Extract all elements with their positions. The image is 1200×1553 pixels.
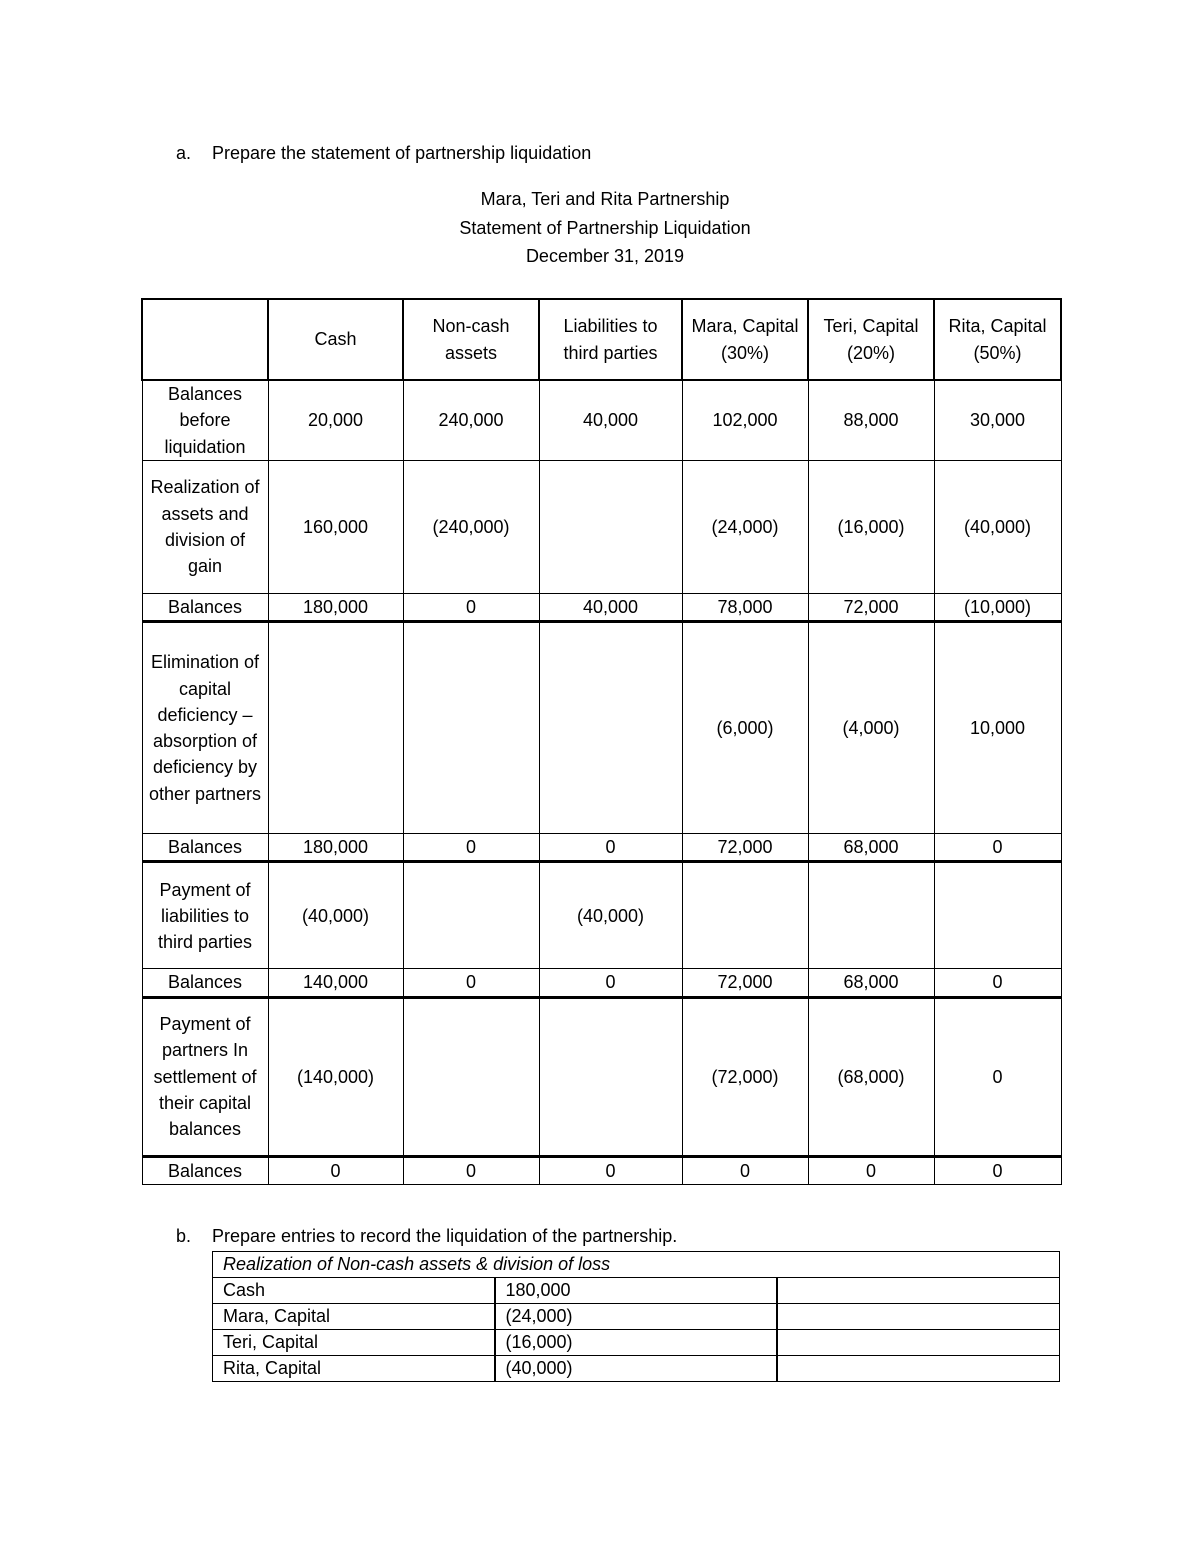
row-label: Balances <box>142 834 268 862</box>
noncash-cell <box>403 622 539 834</box>
noncash-cell <box>403 862 539 969</box>
question-a-marker: a. <box>176 143 192 163</box>
teri-capital-cell: 0 <box>808 1156 934 1184</box>
noncash-cell: (240,000) <box>403 460 539 593</box>
question-a <box>176 143 591 164</box>
cash-cell: 20,000 <box>268 380 403 460</box>
teri-capital-cell: 68,000 <box>808 969 934 997</box>
entry-credit <box>777 1278 1060 1304</box>
row-label: Realization of assets and division of gain <box>142 460 268 593</box>
entry-account: Mara, Capital <box>213 1304 495 1330</box>
entry-account: Teri, Capital <box>213 1330 495 1356</box>
cash-cell <box>268 622 403 834</box>
mara-capital-cell <box>682 862 808 969</box>
rita-capital-cell: 10,000 <box>934 622 1061 834</box>
statement-title-block <box>0 185 1200 271</box>
question-b-text: Prepare entries to record the liquidation of the partnership. <box>212 1226 678 1246</box>
entry-account: Cash <box>213 1278 495 1304</box>
liabilities-cell: 40,000 <box>539 380 682 460</box>
table-row <box>142 1156 1061 1184</box>
entry-credit <box>777 1304 1060 1330</box>
teri-capital-cell: (68,000) <box>808 997 934 1156</box>
table-row <box>142 834 1061 862</box>
table-row <box>142 460 1061 593</box>
noncash-cell: 240,000 <box>403 380 539 460</box>
header-cell: Rita, Capital (50%) <box>934 299 1061 380</box>
table-row <box>142 380 1061 460</box>
table-row <box>142 997 1061 1156</box>
rita-capital-cell: 0 <box>934 969 1061 997</box>
liabilities-cell: 0 <box>539 969 682 997</box>
table-row <box>142 622 1061 834</box>
entry-credit <box>777 1330 1060 1356</box>
entry-row <box>213 1330 1060 1356</box>
liabilities-cell <box>539 622 682 834</box>
rita-capital-cell <box>934 862 1061 969</box>
mara-capital-cell: 72,000 <box>682 969 808 997</box>
row-label: Balances <box>142 969 268 997</box>
entry-row <box>213 1356 1060 1382</box>
header-cell: Liabilities to third parties <box>539 299 682 380</box>
liabilities-cell: 0 <box>539 834 682 862</box>
cash-cell: 180,000 <box>268 593 403 621</box>
entry-account: Rita, Capital <box>213 1356 495 1382</box>
row-label: Balances <box>142 1156 268 1184</box>
rita-capital-cell: 0 <box>934 834 1061 862</box>
entry-debit: (24,000) <box>495 1304 777 1330</box>
entry-debit: (40,000) <box>495 1356 777 1382</box>
teri-capital-cell: (4,000) <box>808 622 934 834</box>
entries-caption: Realization of Non-cash assets & division of loss <box>213 1252 1060 1278</box>
table-row <box>142 593 1061 621</box>
rita-capital-cell: 0 <box>934 997 1061 1156</box>
rita-capital-cell: 0 <box>934 1156 1061 1184</box>
mara-capital-cell: (24,000) <box>682 460 808 593</box>
rita-capital-cell: (40,000) <box>934 460 1061 593</box>
liabilities-cell: 40,000 <box>539 593 682 621</box>
statement-name: Statement of Partnership Liquidation <box>459 217 751 238</box>
liquidation-table <box>141 298 1062 1185</box>
table-row <box>142 862 1061 969</box>
cash-cell: 160,000 <box>268 460 403 593</box>
mara-capital-cell: (72,000) <box>682 997 808 1156</box>
cash-cell: (40,000) <box>268 862 403 969</box>
cash-cell: 0 <box>268 1156 403 1184</box>
noncash-cell: 0 <box>403 969 539 997</box>
noncash-cell <box>403 997 539 1156</box>
row-label: Payment of partners In settlement of their capital balances <box>142 997 268 1156</box>
mara-capital-cell: 0 <box>682 1156 808 1184</box>
noncash-cell: 0 <box>403 1156 539 1184</box>
partnership-name: Mara, Teri and Rita Partnership <box>480 189 730 209</box>
cash-cell: 140,000 <box>268 969 403 997</box>
header-cell: Teri, Capital (20%) <box>808 299 934 380</box>
teri-capital-cell: 88,000 <box>808 380 934 460</box>
mara-capital-cell: (6,000) <box>682 622 808 834</box>
noncash-cell: 0 <box>403 834 539 862</box>
row-label: Elimination of capital deficiency – absorption of deficiency by other partners <box>142 622 268 834</box>
rita-capital-cell: (10,000) <box>934 593 1061 621</box>
entries-caption-row <box>213 1252 1060 1278</box>
teri-capital-cell: 72,000 <box>808 593 934 621</box>
teri-capital-cell: (16,000) <box>808 460 934 593</box>
entry-row <box>213 1304 1060 1330</box>
header-cell: Mara, Capital (30%) <box>682 299 808 380</box>
mara-capital-cell: 102,000 <box>682 380 808 460</box>
mara-capital-cell: 72,000 <box>682 834 808 862</box>
entry-debit: 180,000 <box>495 1278 777 1304</box>
teri-capital-cell <box>808 862 934 969</box>
teri-capital-cell: 68,000 <box>808 834 934 862</box>
cash-cell: 180,000 <box>268 834 403 862</box>
question-b-marker: b. <box>176 1226 192 1246</box>
liabilities-cell <box>539 997 682 1156</box>
mara-capital-cell: 78,000 <box>682 593 808 621</box>
rita-capital-cell: 30,000 <box>934 380 1061 460</box>
liabilities-cell: (40,000) <box>539 862 682 969</box>
header-cell <box>142 299 268 380</box>
entry-credit <box>777 1356 1060 1382</box>
row-label: Payment of liabilities to third parties <box>142 862 268 969</box>
entry-row <box>213 1278 1060 1304</box>
table-row <box>142 969 1061 997</box>
cash-cell: (140,000) <box>268 997 403 1156</box>
header-cell: Non-cash assets <box>403 299 539 380</box>
liabilities-cell <box>539 460 682 593</box>
header-cell: Cash <box>268 299 403 380</box>
statement-date: December 31, 2019 <box>525 246 685 266</box>
question-a-text: Prepare the statement of partnership liquidation <box>212 143 592 163</box>
journal-entries-table <box>212 1251 1060 1382</box>
liabilities-cell: 0 <box>539 1156 682 1184</box>
row-label: Balances before liquidation <box>142 380 268 460</box>
entry-debit: (16,000) <box>495 1330 777 1356</box>
row-label: Balances <box>142 593 268 621</box>
table-header-row <box>142 299 1061 380</box>
question-b <box>176 1226 677 1247</box>
noncash-cell: 0 <box>403 593 539 621</box>
